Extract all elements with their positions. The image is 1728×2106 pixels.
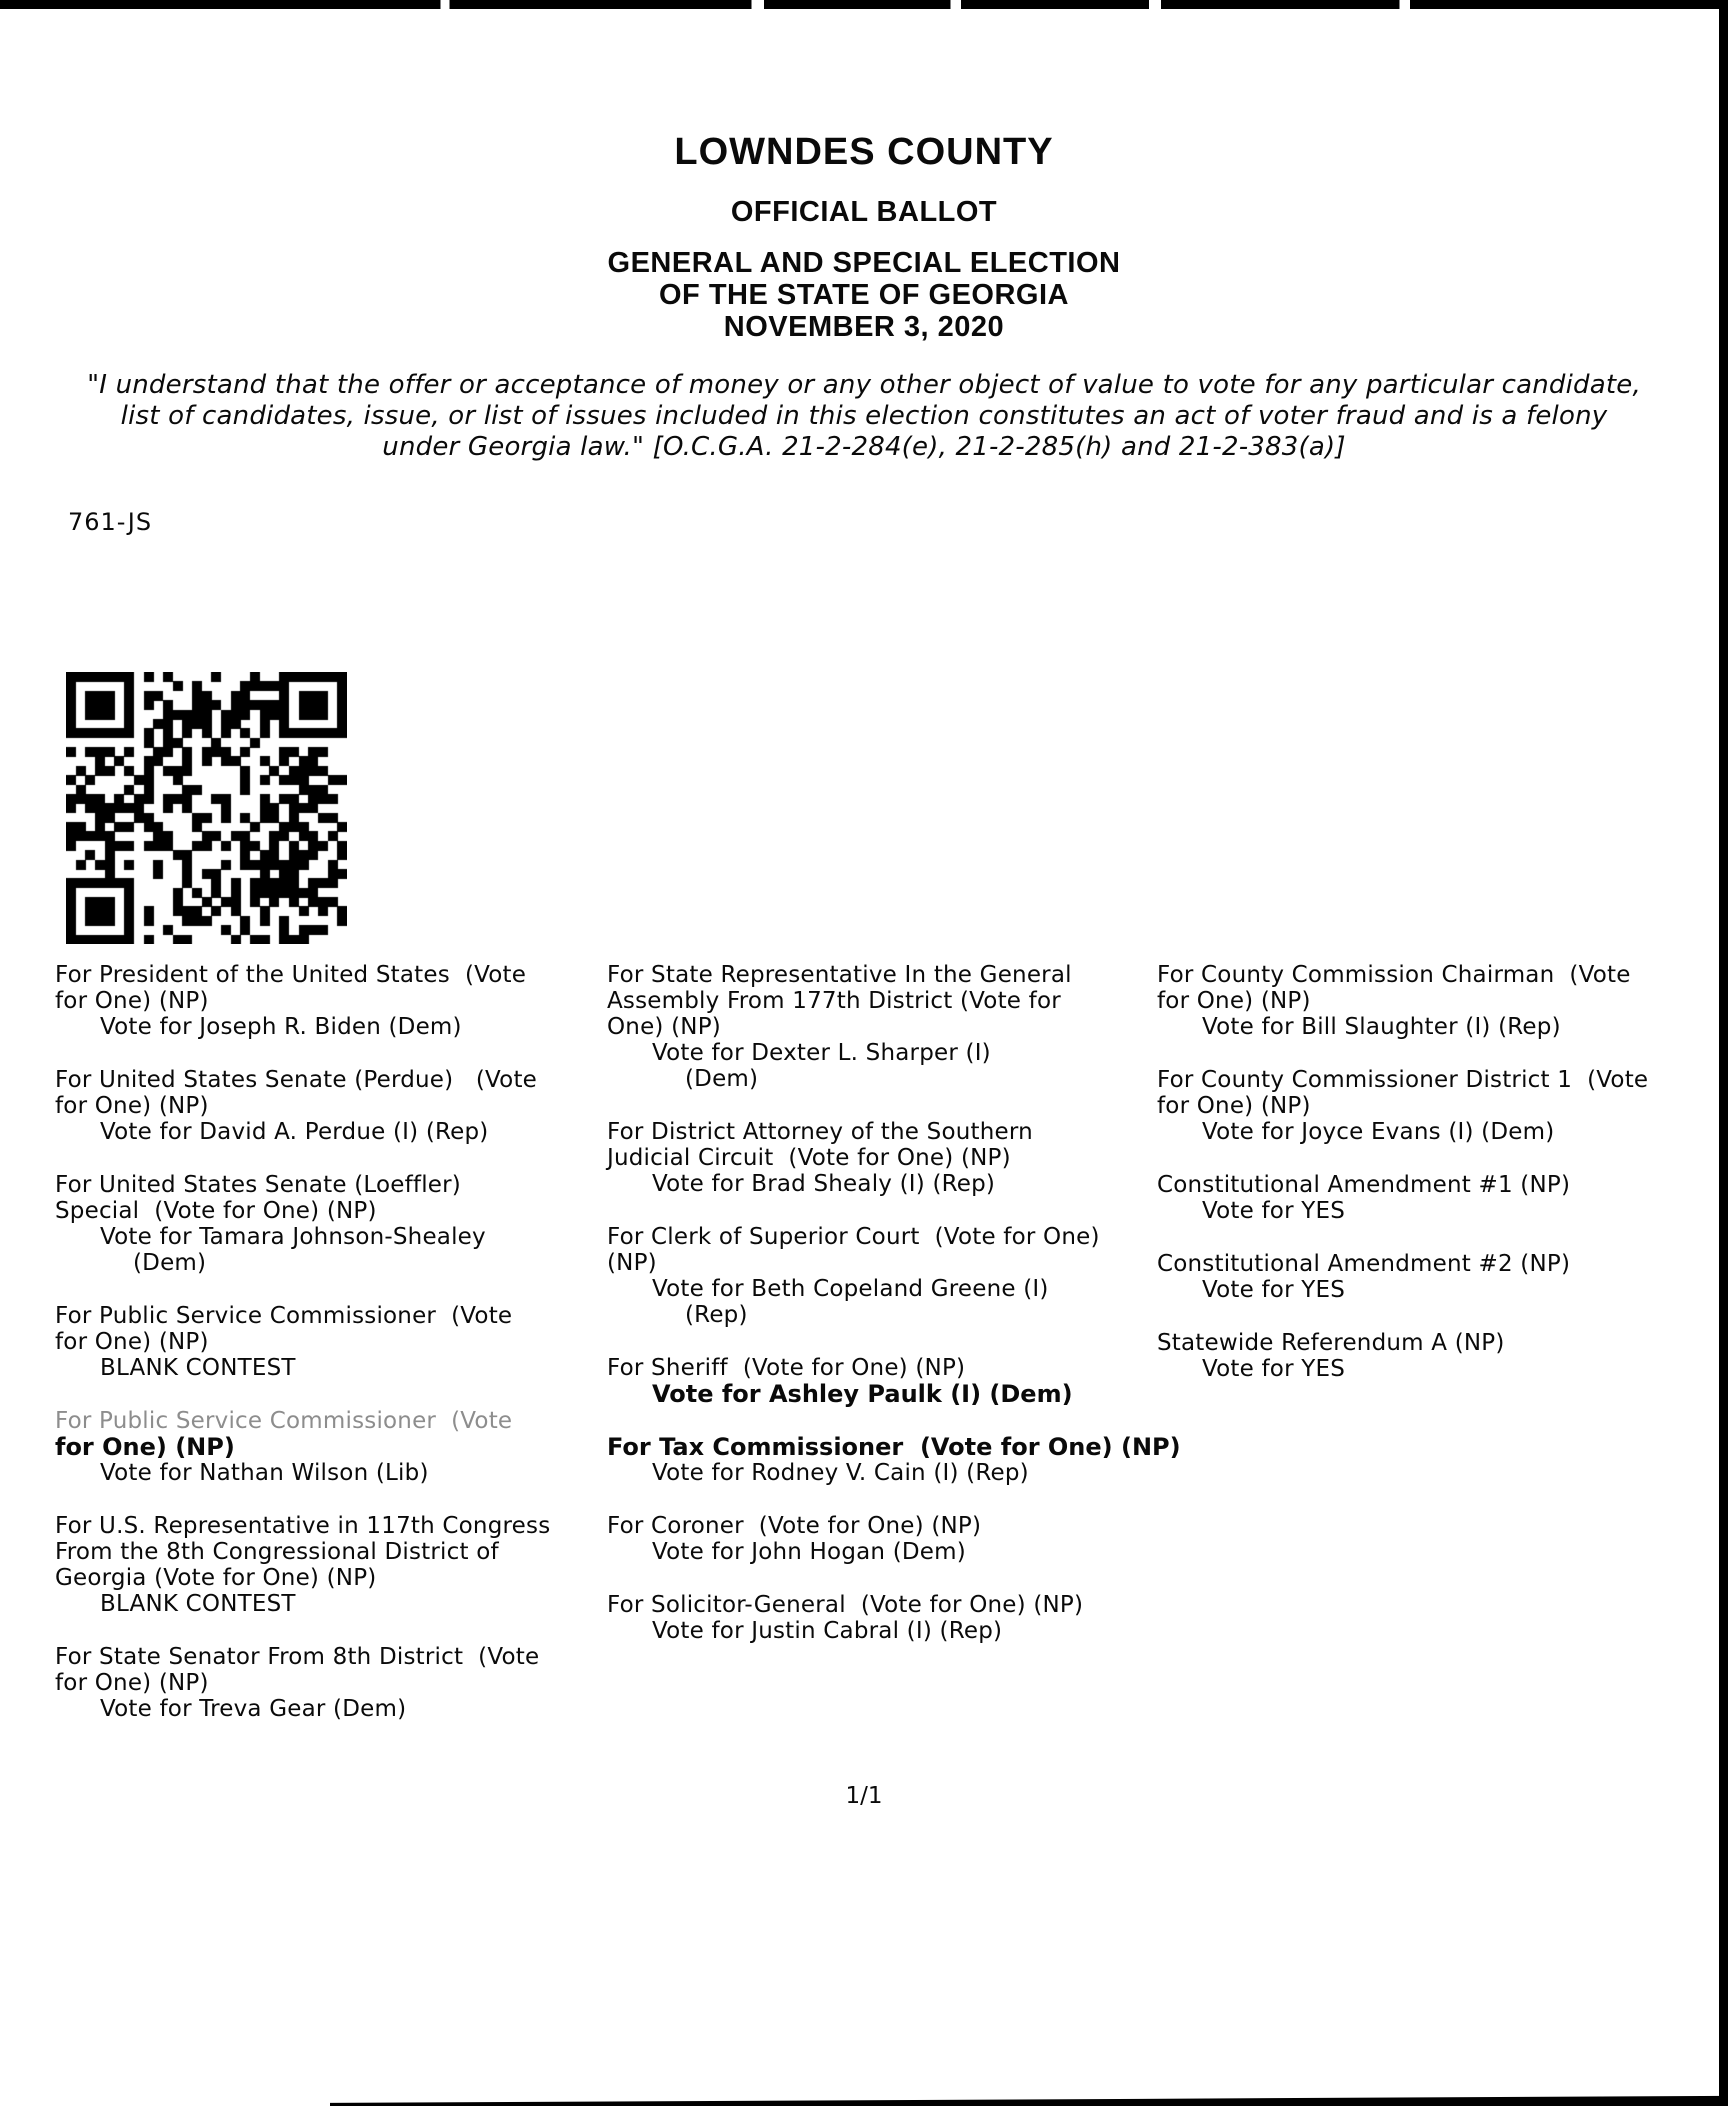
vote-line: (Rep) [685, 1302, 748, 1328]
official-ballot-heading: OFFICIAL BALLOT [730, 196, 998, 228]
contest-title-line: For Public Service Commissioner (Vote [55, 1303, 513, 1329]
contest-title-line: For District Attorney of the Southern [607, 1119, 1033, 1145]
ballot-column-3 [1157, 962, 1728, 1409]
contest-title-line: Constitutional Amendment #1 (NP) [1157, 1172, 1571, 1198]
contest-section [55, 1408, 603, 1486]
contest-section [607, 1433, 1181, 1486]
contest-title-line: Statewide Referendum A (NP) [1157, 1330, 1505, 1356]
contest-section [607, 1224, 1159, 1328]
contest-title-line: For Tax Commissioner (Vote for One) (NP) [607, 1433, 1181, 1461]
contest-section [1157, 1251, 1728, 1303]
scan-artifact-top-band [0, 0, 1728, 9]
contest-title-line: for One) (NP) [55, 1329, 209, 1355]
contest-title-line: From the 8th Congressional District of [55, 1539, 499, 1565]
contest-title-line: for One) (NP) [1157, 988, 1311, 1014]
contest-title-line: For Public Service Commissioner (Vote [55, 1408, 513, 1434]
vote-line: (Dem) [685, 1066, 759, 1092]
contest-title-line: For Clerk of Superior Court (Vote for One) [607, 1224, 1100, 1250]
ballot-column-1 [55, 962, 603, 1749]
contest-section [55, 1644, 603, 1722]
precinct-code: 761-JS [68, 508, 153, 536]
election-heading-line: OF THE STATE OF GEORGIA [659, 279, 1069, 311]
contest-section [55, 1303, 603, 1381]
contest-title-line: For Sheriff (Vote for One) (NP) [607, 1355, 966, 1381]
vote-line: (Dem) [133, 1250, 207, 1276]
contest-section [607, 1119, 1159, 1197]
contest-title-line: for One) (NP) [55, 1670, 209, 1696]
contest-section [55, 962, 603, 1040]
vote-line: Vote for Nathan Wilson (Lib) [100, 1460, 429, 1486]
vote-line: Vote for Rodney V. Cain (I) (Rep) [652, 1460, 1029, 1486]
contest-title-line: For United States Senate (Loeffler) [55, 1172, 461, 1198]
contest-section [607, 1513, 1159, 1565]
vote-line: Vote for Dexter L. Sharper (I) [652, 1040, 991, 1066]
contest-title-line: (NP) [607, 1250, 657, 1276]
contest-section [55, 1067, 603, 1145]
contest-title-line: for One) (NP) [1157, 1093, 1311, 1119]
contest-title-line: For State Representative In the General [607, 962, 1072, 988]
vote-line: Vote for Beth Copeland Greene (I) [652, 1276, 1049, 1302]
contest-title-line: For President of the United States (Vote [55, 962, 527, 988]
contest-title-line: Assembly From 177th District (Vote for [607, 988, 1061, 1014]
contest-title-line: For U.S. Representative in 117th Congress [55, 1513, 551, 1539]
disclaimer-line: "I understand that the offer or acceptance of money or any other object of value to vote for any particular candidate, [87, 370, 1641, 400]
contest-title-line: for One) (NP) [55, 1433, 235, 1461]
vote-line: Vote for YES [1202, 1356, 1346, 1382]
contest-title-line: One) (NP) [607, 1014, 721, 1040]
contest-title-line: Constitutional Amendment #2 (NP) [1157, 1251, 1571, 1277]
vote-line: Vote for John Hogan (Dem) [652, 1539, 966, 1565]
disclaimer-line: under Georgia law." [O.C.G.A. 21-2-284(e), 21-2-285(h) and 21-2-383(a)] [382, 432, 1346, 462]
contest-section [1157, 962, 1728, 1040]
vote-line: Vote for Joyce Evans (I) (Dem) [1202, 1119, 1555, 1145]
contest-section [55, 1513, 603, 1617]
contest-section [55, 1172, 603, 1276]
contest-title-line: for One) (NP) [55, 988, 209, 1014]
election-heading-line: NOVEMBER 3, 2020 [723, 311, 1005, 343]
contest-section [1157, 1330, 1728, 1382]
qr-code [66, 672, 347, 944]
contest-title-line: For Solicitor-General (Vote for One) (NP) [607, 1592, 1084, 1618]
contest-section [607, 962, 1159, 1092]
vote-line: BLANK CONTEST [100, 1355, 296, 1381]
ballot-column-2 [607, 962, 1181, 1671]
contest-title-line: Georgia (Vote for One) (NP) [55, 1565, 377, 1591]
vote-line: Vote for YES [1202, 1277, 1346, 1303]
vote-line: Vote for Tamara Johnson-Shealey [100, 1224, 486, 1250]
vote-line: Vote for Justin Cabral (I) (Rep) [652, 1618, 1003, 1644]
contest-title-line: For United States Senate (Perdue) (Vote [55, 1067, 538, 1093]
vote-line: Vote for David A. Perdue (I) (Rep) [100, 1119, 489, 1145]
contest-section [607, 1355, 1159, 1407]
voter-fraud-disclaimer [40, 370, 1688, 463]
contest-section [1157, 1172, 1728, 1224]
contest-title-line: For County Commissioner District 1 (Vote [1157, 1067, 1649, 1093]
contest-title-line: Special (Vote for One) (NP) [55, 1198, 377, 1224]
vote-line: Vote for YES [1202, 1198, 1346, 1224]
election-heading [0, 247, 1728, 343]
vote-line: Vote for Treva Gear (Dem) [100, 1696, 407, 1722]
vote-line: Vote for Bill Slaughter (I) (Rep) [1202, 1014, 1561, 1040]
vote-line: Vote for Ashley Paulk (I) (Dem) [652, 1380, 1073, 1408]
contest-section [1157, 1067, 1728, 1145]
county-title: LOWNDES COUNTY [674, 131, 1054, 173]
page-number: 1/1 [845, 1783, 883, 1809]
contest-section [607, 1592, 1159, 1644]
contest-title-line: Judicial Circuit (Vote for One) (NP) [607, 1145, 1011, 1171]
scan-artifact-bottom-band [330, 2095, 1728, 2106]
vote-line: Vote for Joseph R. Biden (Dem) [100, 1014, 462, 1040]
vote-line: BLANK CONTEST [100, 1591, 296, 1617]
disclaimer-line: list of candidates, issue, or list of issues included in this election constitutes an act of voter fraud and is a felony [120, 401, 1608, 431]
contest-title-line: For County Commission Chairman (Vote [1157, 962, 1631, 988]
contest-title-line: For Coroner (Vote for One) (NP) [607, 1513, 982, 1539]
election-heading-line: GENERAL AND SPECIAL ELECTION [607, 247, 1121, 279]
vote-line: Vote for Brad Shealy (I) (Rep) [652, 1171, 996, 1197]
contest-title-line: For State Senator From 8th District (Vote [55, 1644, 540, 1670]
contest-title-line: for One) (NP) [55, 1093, 209, 1119]
